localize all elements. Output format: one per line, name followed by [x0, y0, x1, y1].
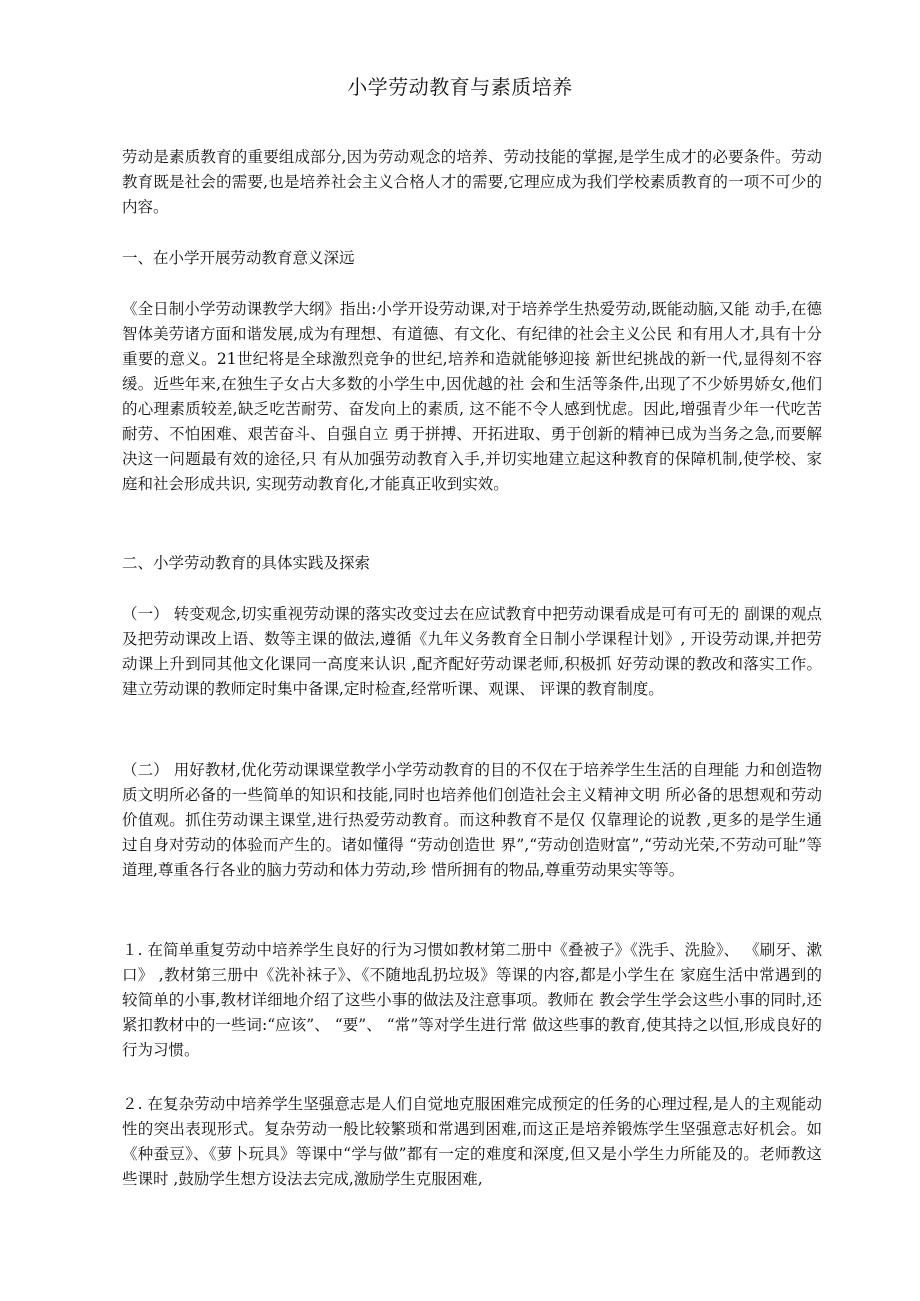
section-two-heading: 二、小学劳动教育的具体实践及探索 [122, 554, 371, 572]
section-one-paragraph: 《全日制小学劳动课教学大纲》指出:小学开设劳动课,对于培养学生热爱劳动,既能动脑,又能 动手,在德智体美劳诸方面和谐发展,成为有理想、有道德、有文化、有纪律的社会主义公民 和有用人才,具有十分重要的意义。21世纪将是全球激烈竞争的世纪,培养和造就能够迎接 新世纪挑战的新一代,显得刻不容缓。近些年来,在独生子女占大多数的小学生中,因优越的社 会和生活等条件,出现了不少娇男娇女,他们的心理素质较差,缺乏吃苦耐劳、奋发向上的素质, 这不能不令人感到忧虑。因此,增强青少年一代吃苦耐劳、不怕困难、艰苦奋斗、自强自立 勇于拼搏、开拓进取、勇于创新的精神已成为当务之急,而要解决这一问题最有效的途径,只 有从加强劳动教育入手,并切实地建立起这种教育的保障机制,使学校、家庭和社会形成共识, 实现劳动教育化,才能真正收到实效。 [122, 300, 822, 493]
intro-paragraph: 劳动是素质教育的重要组成部分,因为劳动观念的培养、劳动技能的掌握,是学生成才的必要条件。劳动教育既是社会的需要,也是培养社会主义合格人才的需要,它理应成为我们学校素质教育的一项不可少的内容。 [122, 148, 822, 216]
section-one-heading: 一、在小学开展劳动教育意义深远 [122, 249, 355, 267]
list-item-one-paragraph: １. 在简单重复劳动中培养学生良好的行为习惯如教材第二册中《叠被子》《洗手、洗脸》、 《刷牙、漱口》 ,教材第三册中《洗补袜子》、《不随地乱扔垃圾》等课的内容,都是小学生在 家庭生活中常遇到的较简单的小事,教材详细地介绍了这些小事的做法及注意事项。教师在 教会学生学会这些小事的同时,还紧扣教材中的一些词:“应该”、 “要”、 “常”等对学生进行常 做这些事的教育,使其持之以恒,形成良好的行为习惯。 [122, 941, 822, 1059]
list-item-two-paragraph: ２. 在复杂劳动中培养学生坚强意志是人们自觉地克服困难完成预定的任务的心理过程,是人的主观能动性的突出表现形式。复杂劳动一般比较繁琐和常遇到困难,而这正是培养锻炼学生坚强意志好机会。如《种蚕豆》、《萝卜玩具》等课中“学与做”都有一定的难度和深度,但又是小学生力所能及的。老师教这些课时 ,鼓励学生想方设法去完成,激励学生克服困难, [122, 1095, 822, 1188]
document-title: 小学劳动教育与素质培养 [347, 75, 573, 99]
subsection-one-paragraph: （一） 转变观念,切实重视劳动课的落实改变过去在应试教育中把劳动课看成是可有可无的 副课的观点及把劳动课改上语、数等主课的做法,遵循《九年义务教育全日制小学课程计划》, 开设劳动课,并把劳动课上升到同其他文化课同一高度来认识 ,配齐配好劳动课老师,积极抓 好劳动课的教改和落实工作。建立劳动课的教师定时集中备课,定时检查,经常听课、观课、 评课的教育制度。 [122, 605, 822, 698]
subsection-two-paragraph: （二） 用好教材,优化劳动课课堂教学小学劳动教育的目的不仅在于培养学生生活的自理能 力和创造物质文明所必备的一些简单的知识和技能,同时也培养他们创造社会主义精神文明 所必备的思想观和劳动价值观。抓住劳动课主课堂,进行热爱劳动教育。而这种教育不是仅 仅靠理论的说教 ,更多的是学生通过自身对劳动的体验而产生的。诸如懂得 “劳动创造世 界”,“劳动创造财富”,“劳动光荣,不劳动可耻”等道理,尊重各行各业的脑力劳动和体力劳动,珍 惜所拥有的物品,尊重劳动果实等等。 [122, 761, 822, 879]
